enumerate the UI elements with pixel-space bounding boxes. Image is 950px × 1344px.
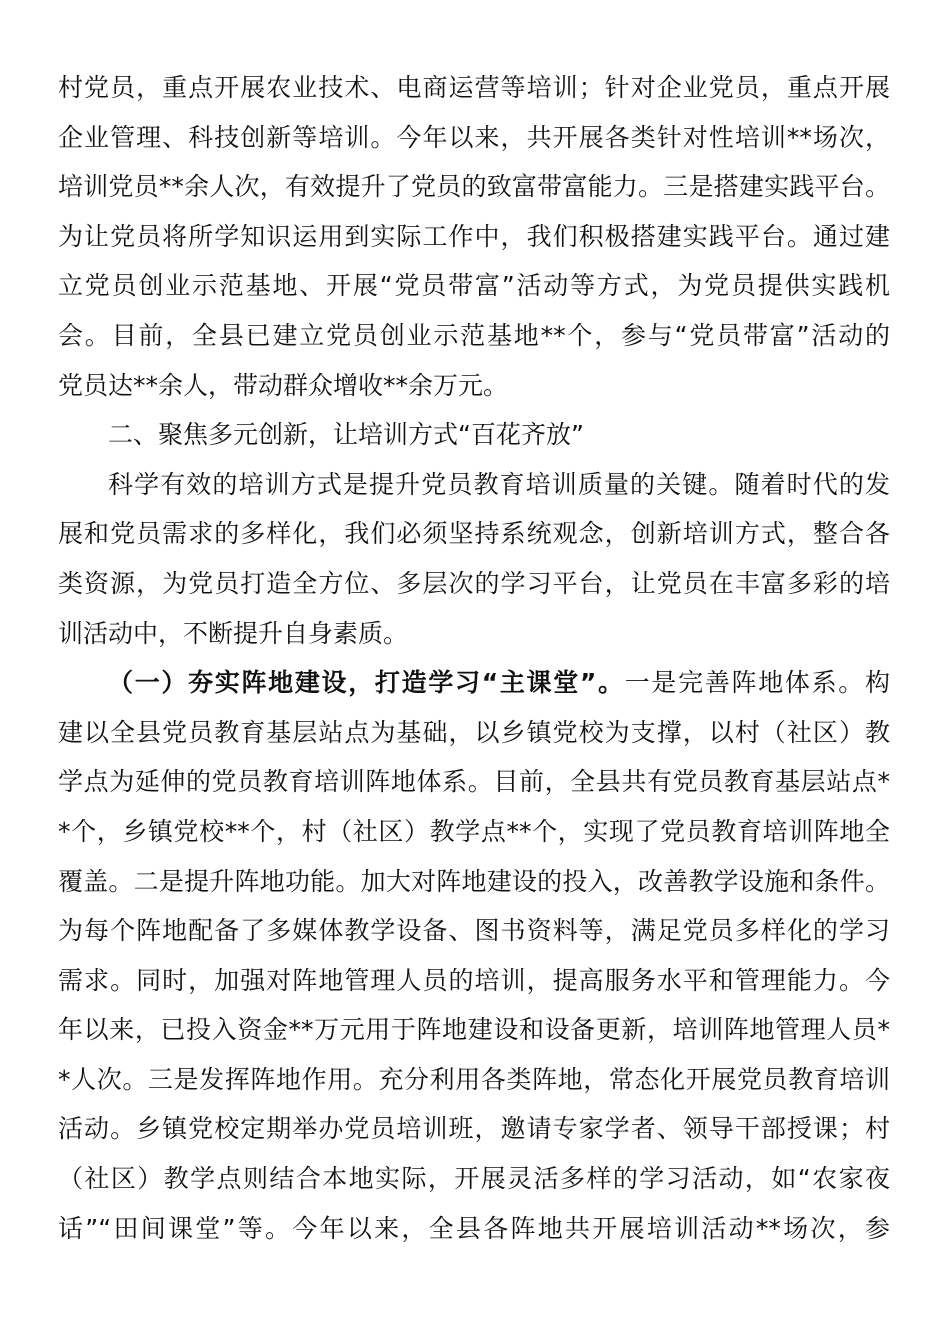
text-line: 会。目前，全县已建立党员创业示范基地**个，参与“党员带富”活动的 xyxy=(58,320,890,350)
text-line: 科学有效的培训方式是提升党员教育培训质量的关键。随着时代的发 xyxy=(108,469,890,499)
text-line: 党员达**余人，带动群众增收**余万元。 xyxy=(58,370,509,400)
text-line: 立党员创业示范基地、开展“党员带富”活动等方式，为党员提供实践机 xyxy=(58,271,890,301)
text-line: *人次。三是发挥阵地作用。充分利用各类阵地，常态化开展党员教育培训 xyxy=(58,1064,890,1094)
text-line: 企业管理、科技创新等培训。今年以来，共开展各类针对性培训**场次， xyxy=(58,122,890,152)
text-line: 活动。乡镇党校定期举办党员培训班，邀请专家学者、领导干部授课；村 xyxy=(58,1114,890,1144)
subsection-heading: （一）夯实阵地建设，打造学习“主课堂”。 xyxy=(108,668,625,698)
text-line: 村党员，重点开展农业技术、电商运营等培训；针对企业党员，重点开展 xyxy=(58,73,890,102)
text-line: 为每个阵地配备了多媒体教学设备、图书资料等，满足党员多样化的学习 xyxy=(58,916,890,946)
heading-text: 二、聚焦多元创新，让培训方式“百花齐放” xyxy=(108,420,584,450)
document-page xyxy=(58,63,890,1253)
text-line: 学点为延伸的党员教育培训阵地体系。目前，全县共有党员教育基层站点* xyxy=(58,767,890,797)
text-line: 为让党员将所学知识运用到实际工作中，我们积极搭建实践平台。通过建 xyxy=(58,221,890,251)
text-line: 展和党员需求的多样化，我们必须坚持系统观念，创新培训方式，整合各 xyxy=(58,519,890,549)
text-line: 覆盖。二是提升阵地功能。加大对阵地建设的投入，改善教学设施和条件。 xyxy=(58,866,890,896)
text-line: （社区）教学点则结合本地实际，开展灵活多样的学习活动，如“农家夜 xyxy=(58,1164,890,1194)
paragraph-1 xyxy=(58,63,890,410)
text-line xyxy=(58,658,890,708)
text-line: 需求。同时，加强对阵地管理人员的培训，提高服务水平和管理能力。今 xyxy=(58,965,890,995)
text-line: 建以全县党员教育基层站点为基础，以乡镇党校为支撑，以村（社区）教 xyxy=(58,717,890,747)
text-line: 类资源，为党员打造全方位、多层次的学习平台，让党员在丰富多彩的培 xyxy=(58,568,890,598)
text-line: *个，乡镇党校**个，村（社区）教学点**个，实现了党员教育培训阵地全 xyxy=(58,816,890,846)
text-line: 话”“田间课堂”等。今年以来，全县各阵地共开展培训活动**场次，参 xyxy=(58,1213,890,1243)
text-line: 年以来，已投入资金**万元用于阵地建设和设备更新，培训阵地管理人员* xyxy=(58,1015,890,1045)
text-line: 培训党员**余人次，有效提升了党员的致富带富能力。三是搭建实践平台。 xyxy=(58,172,890,202)
text-line: 训活动中，不断提升自身素质。 xyxy=(58,618,409,648)
text-span: 一是完善阵地体系。构 xyxy=(624,668,890,698)
section-heading xyxy=(58,410,890,460)
paragraph-2 xyxy=(58,460,890,658)
paragraph-3 xyxy=(58,658,890,1253)
